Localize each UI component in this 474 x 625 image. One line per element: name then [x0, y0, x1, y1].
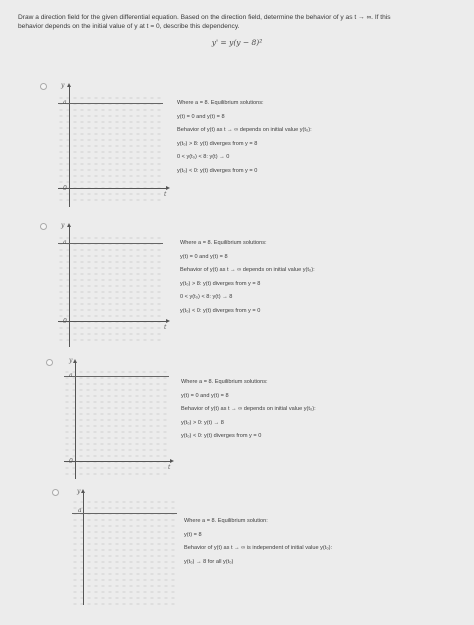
answer-option-3[interactable]: [0, 355, 474, 495]
direction-field-slopes: [58, 235, 163, 343]
t-axis-label: t: [164, 324, 167, 331]
t-axis: [58, 321, 168, 322]
description-line: Behavior of y(t) as t → ∞ depends on initial value y(t₀):: [181, 406, 316, 412]
description-line: y(t₀) < 0: y(t) diverges from y = 0: [177, 167, 258, 174]
t-axis-label: t: [164, 191, 167, 198]
radio-button-option-1[interactable]: [40, 83, 47, 90]
description-line: y(t₀) > 8: y(t) diverges from y = 8: [177, 140, 258, 147]
t-axis-label: t: [168, 464, 171, 471]
y-axis-label: y: [77, 488, 81, 495]
origin-label: 0: [69, 458, 73, 465]
a-label: a: [63, 99, 67, 106]
a-label: a: [63, 239, 67, 246]
description-line: y(t₀) < 0: y(t) diverges from y = 0: [181, 433, 262, 439]
description-line: Behavior of y(t) as t → ∞ is independent of initial value y(t₀):: [184, 545, 333, 551]
y-axis-label: y: [69, 357, 73, 364]
equilibrium-line-a: [64, 376, 169, 377]
y-axis: [69, 87, 70, 207]
description-line: 0 < y(t₀) < 8: y(t) → 0: [177, 154, 230, 160]
question-line-2: behavior depends on the initial value of y at t = 0, describe this dependency.: [18, 23, 240, 30]
description-line: Where a = 8. Equilibrium solutions:: [180, 240, 267, 246]
t-axis-arrow-icon: [166, 319, 170, 323]
description-line: y(t) = 0 and y(t) = 8: [181, 392, 229, 399]
y-axis-arrow-icon: [67, 83, 71, 87]
description-line: y(t) = 8: [184, 531, 202, 538]
description-line: Behavior of y(t) as t → ∞ depends on initial value y(t₀):: [180, 267, 315, 273]
differential-equation: y' = y(y − 8)²: [211, 38, 263, 47]
question-text: [18, 13, 468, 31]
slope-marks: [58, 235, 163, 343]
option-2-description: [180, 240, 315, 321]
direction-field-slopes: [72, 499, 177, 605]
answer-option-4[interactable]: [0, 485, 474, 625]
answer-option-2[interactable]: [0, 218, 474, 358]
slope-marks: [64, 369, 169, 479]
y-axis-label: y: [61, 222, 65, 229]
description-line: y(t) = 0 and y(t) = 8: [180, 253, 228, 260]
direction-field-plot-3: [60, 357, 180, 487]
description-line: Where a = 8. Equilibrium solution:: [184, 518, 268, 524]
equilibrium-line-a: [58, 243, 163, 244]
equilibrium-line-a: [72, 513, 177, 514]
y-axis-label: y: [61, 82, 65, 89]
direction-field-plot-1: [56, 81, 176, 211]
description-line: Behavior of y(t) as t → ∞ depends on initial value y(t₀):: [177, 127, 312, 133]
direction-field-plot-2: [56, 221, 176, 351]
t-axis-arrow-icon: [170, 459, 174, 463]
origin-label: 0: [63, 318, 67, 325]
origin-label: 0: [63, 185, 67, 192]
direction-field-slopes: [64, 369, 169, 479]
slope-marks: [72, 499, 177, 605]
option-1-description: [177, 100, 312, 181]
y-axis: [69, 227, 70, 347]
description-line: Where a = 8. Equilibrium solutions:: [177, 100, 264, 106]
direction-field-slopes: [58, 95, 163, 203]
option-4-description: [184, 518, 332, 572]
t-axis-arrow-icon: [166, 186, 170, 190]
option-3-description: [181, 379, 316, 447]
radio-button-option-4[interactable]: [52, 489, 59, 496]
description-line: y(t₀) → 8 for all y(t₀): [184, 558, 234, 565]
equilibrium-line-a: [58, 103, 163, 104]
a-label: a: [78, 507, 82, 514]
y-axis-arrow-icon: [67, 223, 71, 227]
y-axis-arrow-icon: [73, 359, 77, 363]
description-line: y(t₀) > 0: y(t) → 8: [181, 419, 224, 426]
y-axis: [83, 493, 84, 605]
description-line: y(t) = 0 and y(t) = 8: [177, 113, 225, 120]
question-line-1: Draw a direction field for the given differential equation. Based on the direction field, determine the behavior of y as t → ∞. If this: [18, 14, 391, 21]
t-axis: [64, 461, 172, 462]
slope-marks: [58, 95, 163, 203]
description-line: Where a = 8. Equilibrium solutions:: [181, 379, 268, 385]
answer-option-1[interactable]: [0, 78, 474, 218]
radio-button-option-3[interactable]: [46, 359, 53, 366]
direction-field-plot-4: [68, 487, 188, 607]
description-line: 0 < y(t₀) < 8: y(t) → 8: [180, 294, 233, 300]
radio-button-option-2[interactable]: [40, 223, 47, 230]
description-line: y(t₀) > 8: y(t) diverges from y = 8: [180, 280, 261, 287]
t-axis: [58, 188, 168, 189]
a-label: a: [69, 372, 73, 379]
y-axis-arrow-icon: [81, 489, 85, 493]
description-line: y(t₀) < 0: y(t) diverges from y = 0: [180, 307, 261, 314]
